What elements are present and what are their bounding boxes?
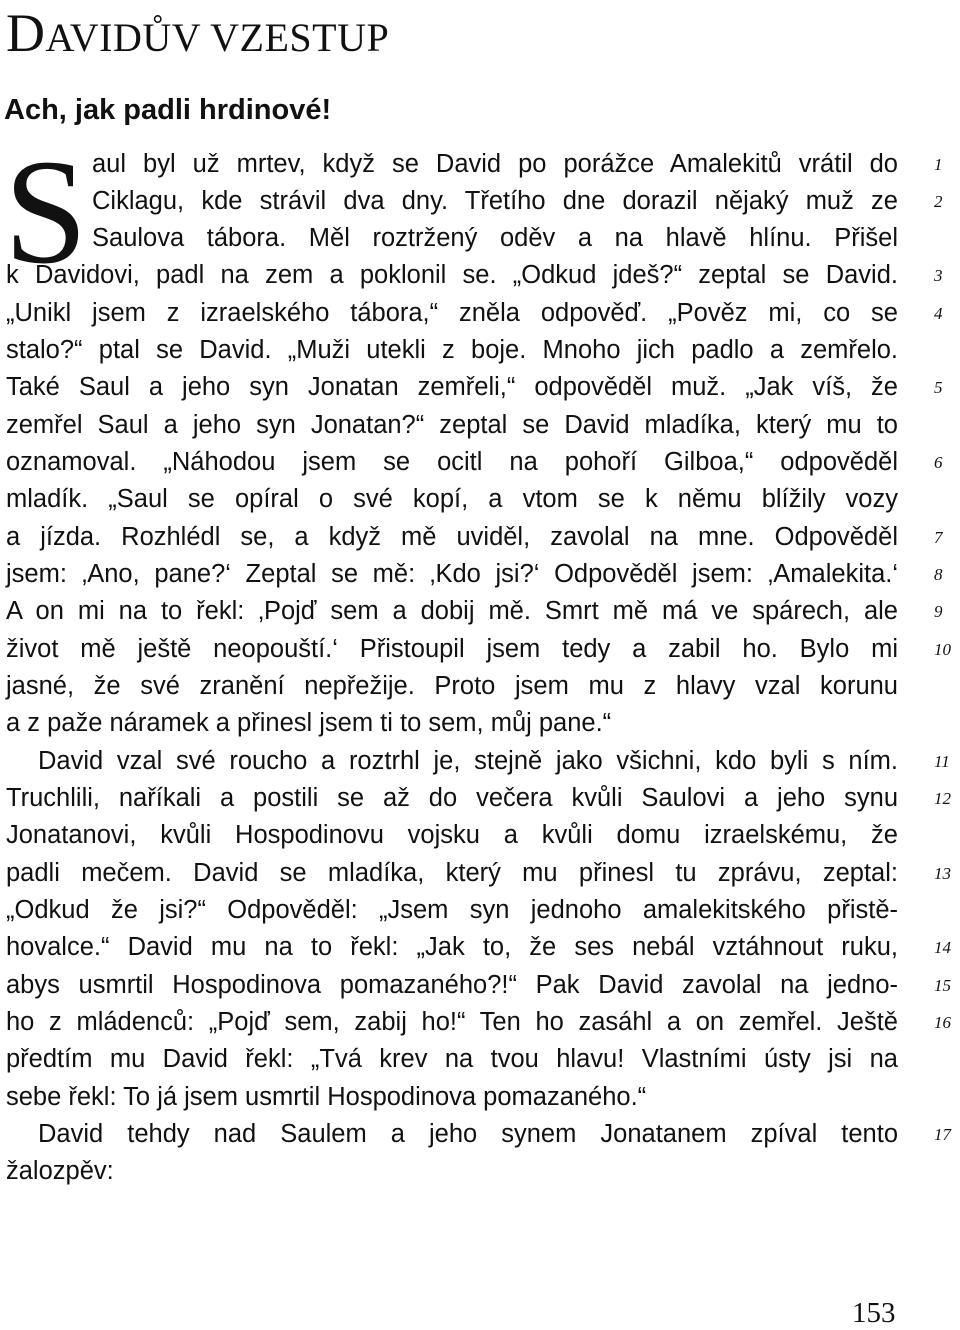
verse-number: 4 [934,304,943,323]
verse-number: 5 [934,378,943,397]
text-line: David tehdy nad Saulem a jeho synem Jonatanem zpíval tento [38,1120,898,1148]
verse-number: 15 [934,976,951,995]
text-line: a jízda. Rozhlédl se, a když mě uviděl, zavolal na mne. Odpověděl [6,523,898,551]
book-title-initial: D [6,3,46,63]
text-line: k Davidovi, padl na zem a poklonil se. „Odkud jdeš?“ zeptal se David. [6,261,898,289]
text-line: A on mi na to řekl: ‚Pojď sem a dobij mě. Smrt mě má ve spárech, ale [6,597,898,625]
verse-number: 6 [934,453,943,472]
verse-number: 1 [934,155,943,174]
verse-number: 17 [934,1125,951,1144]
text-line: stalo?“ ptal se David. „Muži utekli z boje. Mnoho jich padlo a zemřelo. [6,336,898,364]
page-number: 153 [852,1297,896,1329]
book-title-rest: AVIDŮV VZESTUP [45,15,390,60]
text-line: oznamoval. „Náhodou jsem se ocitl na pohoří Gilboa,“ odpověděl [6,448,898,476]
verse-number: 7 [934,528,943,547]
text-line: „Odkud že jsi?“ Odpověděl: „Jsem syn jednoho amalekitského přistě- [6,896,898,924]
text-line: jasné, že své zranění nepřežije. Proto jsem mu z hlavy vzal korunu [6,672,898,700]
text-line: žalozpěv: [6,1157,114,1185]
text-line: padli mečem. David se mladíka, který mu přinesl tu zprávu, zeptal: [6,859,898,887]
verse-number: 14 [934,938,951,957]
verse-number: 2 [934,192,943,211]
section-heading: Ach, jak padli hrdinové! [4,94,332,126]
drop-cap: S [4,129,88,295]
text-line: Truchlili, naříkali a postili se až do večera kvůli Saulovi a jeho synu [6,784,898,812]
text-line: zemřel Saul a jeho syn Jonatan?“ zeptal se David mladíka, který mu to [6,411,898,439]
text-line: „Unikl jsem z izraelského tábora,“ zněla odpověď. „Pověz mi, co se [6,299,898,327]
verse-number: 9 [934,602,943,621]
book-title [6,2,389,64]
text-line: ho z mládenců: „Pojď sem, zabij ho!“ Ten ho zasáhl a on zemřel. Ještě [6,1008,898,1036]
text-line: hovalce.“ David mu na to řekl: „Jak to, že ses nebál vztáhnout ruku, [6,933,898,961]
verse-number: 11 [934,752,950,771]
text-line: aul byl už mrtev, když se David po porážce Amalekitů vrátil do [92,150,898,178]
verse-number: 8 [934,565,943,584]
verse-number: 16 [934,1013,951,1032]
text-line: abys usmrtil Hospodinova pomazaného?!“ Pak David zavolal na jedno- [6,971,898,999]
text-line: a z paže náramek a přinesl jsem ti to sem, můj pane.“ [6,709,612,737]
text-line: Ciklagu, kde strávil dva dny. Třetího dne dorazil nějaký muž ze [92,187,898,215]
text-line: jsem: ‚Ano, pane?‘ Zeptal se mě: ‚Kdo jsi?‘ Odpověděl jsem: ‚Amalekita.‘ [6,560,898,588]
text-line: Saulova tábora. Měl roztržený oděv a na hlavě hlínu. Přišel [92,224,898,252]
verse-number: 12 [934,789,951,808]
verse-number: 10 [934,640,951,659]
text-line: mladík. „Saul se opíral o své kopí, a vtom se k němu blížily vozy [6,485,898,513]
text-line: předtím mu David řekl: „Tvá krev na tvou hlavu! Vlastními ústy jsi na [6,1045,898,1073]
text-line: David vzal své roucho a roztrhl je, stejně jako všichni, kdo byli s ním. [38,747,898,775]
text-line: sebe řekl: To já jsem usmrtil Hospodinova pomazaného.“ [6,1083,647,1111]
verse-number: 3 [934,266,943,285]
verse-number: 13 [934,864,951,883]
text-line: Také Saul a jeho syn Jonatan zemřeli,“ odpověděl muž. „Jak víš, že [6,373,898,401]
text-line: život mě ještě neopouští.‘ Přistoupil jsem tedy a zabil ho. Bylo mi [6,635,898,663]
text-line: Jonatanovi, kvůli Hospodinovu vojsku a kvůli domu izraelskému, že [6,821,898,849]
